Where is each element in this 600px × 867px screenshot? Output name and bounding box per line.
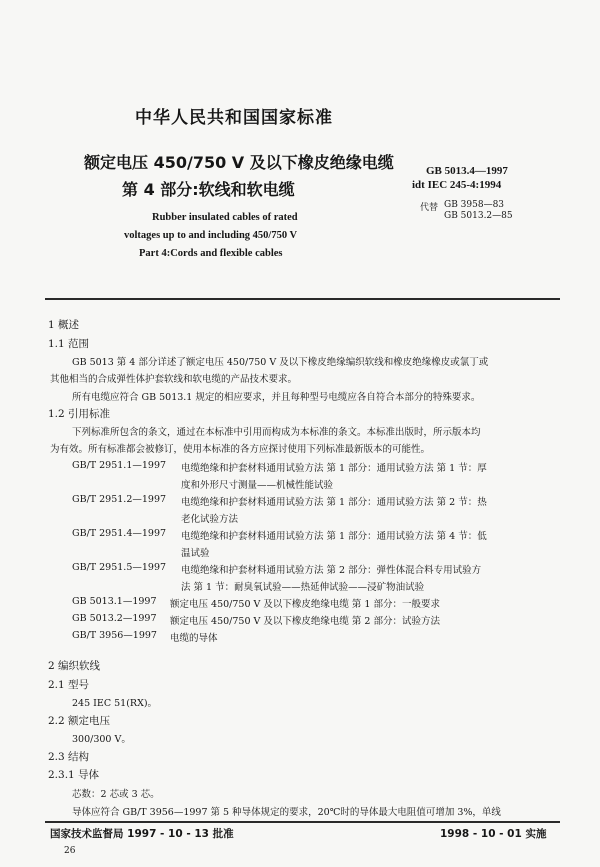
footer-divider (45, 821, 560, 823)
header-divider (45, 298, 560, 300)
title-en-line3: Part 4:Cords and flexible cables (139, 248, 283, 259)
section-2-3-1-heading: 2.3.1 导体 (48, 769, 100, 781)
section-1-1-para2: 其他相当的合成弹性体护套软线和软电缆的产品技术要求。 (50, 374, 298, 385)
section-1-2-heading: 1.2 引用标准 (48, 408, 111, 420)
ref-title-line1: 电缆的导体 (170, 633, 218, 644)
section-2-1-heading: 2.1 型号 (48, 679, 90, 691)
section-2-3-1-para1: 芯数：2 芯或 3 芯。 (72, 789, 160, 800)
section-2-heading: 2 编织软线 (48, 660, 101, 672)
replaces-code-1: GB 3958—83 (444, 200, 505, 210)
replaces-label: 代替 (420, 203, 439, 213)
section-2-1-value: 245 IEC 51(RX)。 (72, 698, 158, 709)
section-2-2-value: 300/300 V。 (72, 734, 131, 745)
ref-title-line2: 法 第 1 节：耐臭氧试验——热延伸试验——浸矿物油试验 (181, 582, 425, 593)
ref-code: GB/T 2951.5—1997 (72, 562, 167, 573)
implementation-date: 1998 - 10 - 01 实施 (440, 828, 547, 840)
ref-title-line1: 电缆绝缘和护套材料通用试验方法 第 2 部分：弹性体混合料专用试验方 (181, 565, 482, 576)
section-1-2-para1: 下列标准所包含的条文，通过在本标准中引用而构成为本标准的条文。本标准出版时，所示版本均 (72, 427, 481, 438)
section-2-2-heading: 2.2 额定电压 (48, 715, 111, 727)
section-2-3-heading: 2.3 结构 (48, 751, 90, 763)
section-2-3-1-para2: 导体应符合 GB/T 3956—1997 第 5 种导体规定的要求，20℃时的导体最大电阻值可增加 3%，单线 (72, 807, 501, 818)
ref-title-line1: 额定电压 450/750 V 及以下橡皮绝缘电缆 第 2 部分：试验方法 (170, 616, 440, 627)
title-en-line1: Rubber insulated cables of rated (152, 212, 298, 223)
ref-title-line1: 电缆绝缘和护套材料通用试验方法 第 1 部分：通用试验方法 第 1 节：厚 (181, 463, 487, 474)
ref-title-line1: 电缆绝缘和护套材料通用试验方法 第 1 部分：通用试验方法 第 2 节：热 (181, 497, 487, 508)
idt-reference: idt IEC 245-4:1994 (412, 179, 502, 191)
replaces-code-2: GB 5013.2—85 (444, 211, 513, 221)
ref-code: GB/T 2951.2—1997 (72, 494, 167, 505)
ref-code: GB/T 2951.4—1997 (72, 528, 167, 539)
approval-note: 国家技术监督局 1997 - 10 - 13 批准 (50, 828, 234, 840)
title-en-line2: voltages up to and including 450/750 V (124, 230, 298, 241)
section-1-1-para3: 所有电缆应符合 GB 5013.1 规定的相应要求，并且每种型号电缆应各自符合本部分的特殊要求。 (72, 392, 481, 403)
ref-title-line1: 额定电压 450/750 V 及以下橡皮绝缘电缆 第 1 部分：一般要求 (170, 599, 440, 610)
title-cn-line1: 额定电压 450/750 V 及以下橡皮绝缘电缆 (84, 153, 394, 172)
standard-code: GB 5013.4—1997 (426, 165, 508, 177)
ref-code: GB 5013.1—1997 (72, 596, 157, 607)
section-1-1-para1: GB 5013 第 4 部分详述了额定电压 450/750 V 及以下橡皮绝缘编织软线和橡皮绝缘橡皮或氯丁或 (72, 357, 489, 368)
ref-title-line2: 度和外形尺寸测量——机械性能试验 (181, 480, 334, 491)
section-1-1-heading: 1.1 范围 (48, 338, 90, 350)
ref-title-line1: 电缆绝缘和护套材料通用试验方法 第 1 部分：通用试验方法 第 4 节：低 (181, 531, 487, 542)
section-1-heading: 1 概述 (48, 319, 80, 331)
ref-title-line2: 温试验 (181, 548, 210, 559)
ref-title-line2: 老化试验方法 (181, 514, 239, 525)
ref-code: GB 5013.2—1997 (72, 613, 157, 624)
national-standard-heading: 中华人民共和国国家标准 (135, 108, 333, 128)
title-cn-line2: 第 4 部分:软线和软电缆 (122, 180, 295, 199)
ref-code: GB/T 2951.1—1997 (72, 460, 167, 471)
section-1-2-para2: 为有效。所有标准都会被修订，使用本标准的各方应探讨使用下列标准最新版本的可能性。 (50, 444, 431, 455)
page-number: 26 (64, 846, 76, 856)
ref-code: GB/T 3956—1997 (72, 630, 157, 641)
